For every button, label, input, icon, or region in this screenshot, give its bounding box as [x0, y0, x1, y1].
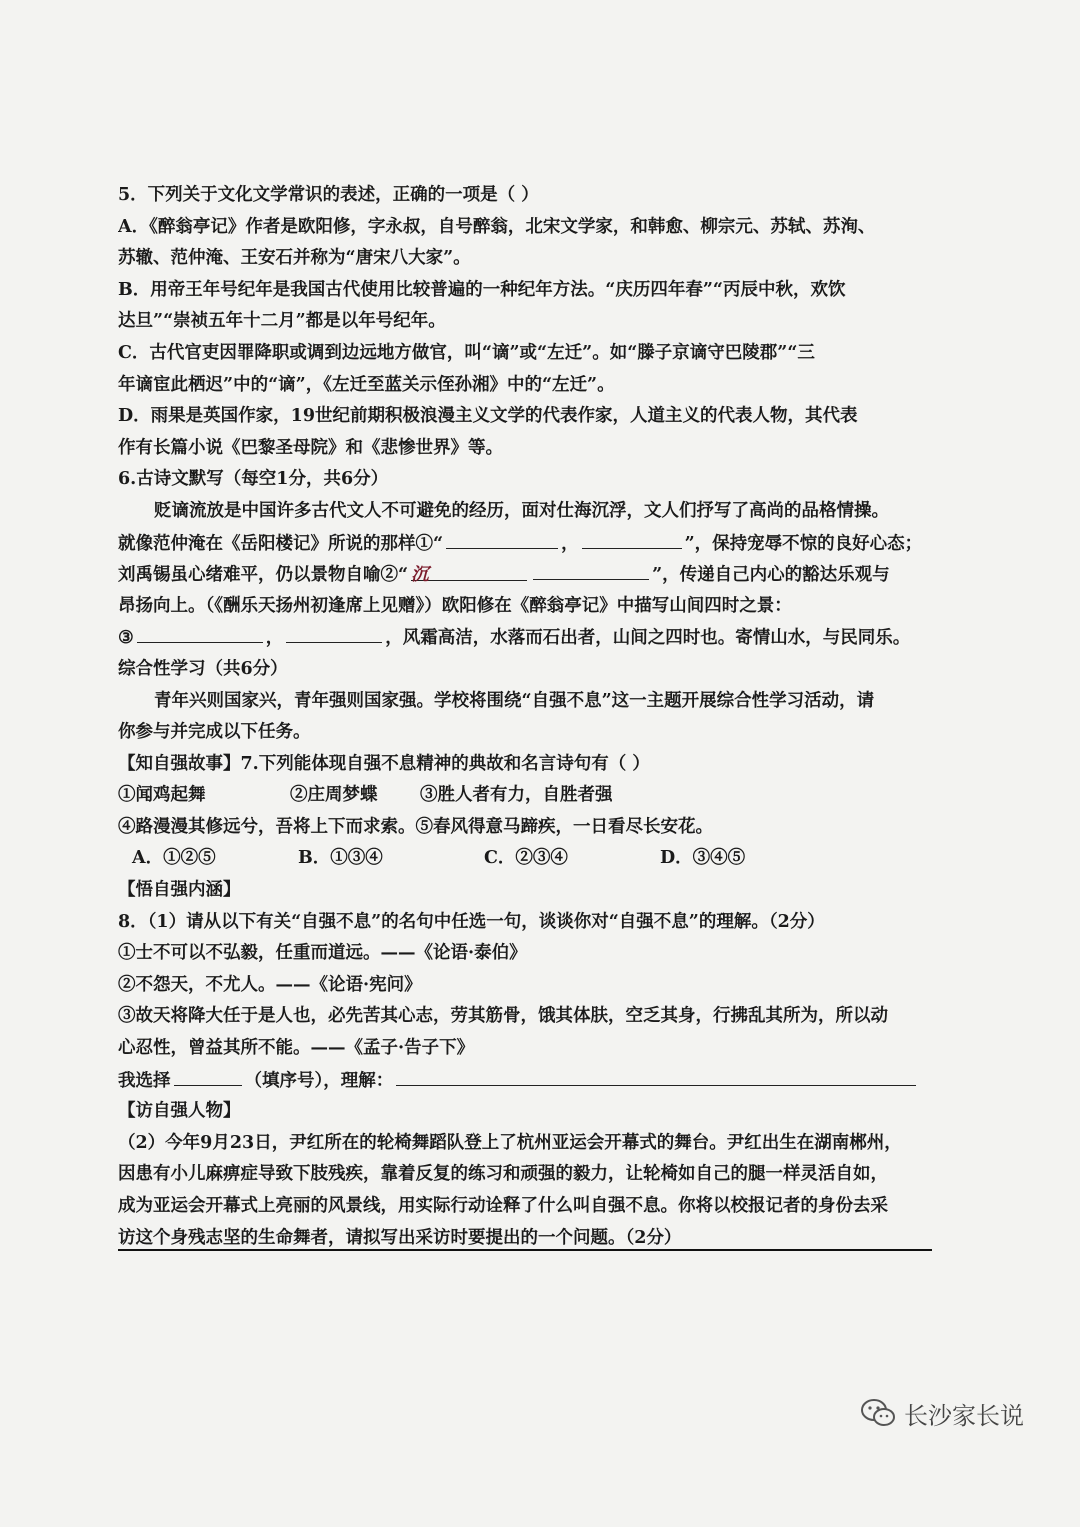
q5-option-c-line1: C．古代官吏因罪降职或调到边远地方做官，叫“谪”或“左迁”。如“滕子京谪守巴陵郡”“三 [118, 342, 815, 363]
q8-text: （填序号），理解： [244, 1070, 394, 1091]
q5-option-d-line2: 作有长篇小说《巴黎圣母院》和《悲惨世界》等。 [118, 437, 503, 458]
section-intro-line1: 青年兴则国家兴，青年强则国家强。学校将围绕“自强不息”这一主题开展综合性学习活动，请 [154, 690, 875, 711]
q6-paragraph-line2 [118, 528, 938, 560]
q6-title: 6.古诗文默写（每空1分，共6分） [118, 469, 389, 490]
q6-text: ，风霜高洁，水落而石出者，山间之四时也。寄情山水，与民同乐。 [385, 628, 911, 649]
q8-paragraph-line1: （2）今年9月23日，尹红所在的轮椅舞蹈队登上了杭州亚运会开幕式的舞台。尹红出生在湖南郴州， [118, 1132, 902, 1153]
q7-item: ③胜人者有力，自胜者强 [420, 785, 613, 806]
q7-choice-b[interactable]: B．①③④ [298, 848, 383, 869]
q8-paragraph-line3: 成为亚运会开幕式上亮丽的风景线，用实际行动诠释了什么叫自强不息。你将以校报记者的身份去采 [118, 1196, 888, 1216]
q5-option-d-line1: D．雨果是英国作家，19世纪前期积极浪漫主义文学的代表作家，人道主义的代表人物，其代表 [118, 406, 858, 427]
blank-2b[interactable] [533, 559, 649, 580]
q8-head: 【悟自强内涵】 [118, 880, 241, 901]
section-intro-line2: 你参与并完成以下任务。 [118, 722, 311, 743]
section-title-comprehensive: 综合性学习（共6分） [118, 658, 288, 679]
choice-blank[interactable] [174, 1065, 242, 1086]
q7-choice-c[interactable]: C．②③④ [484, 848, 568, 869]
q6-text: 刘禹锡虽心绪难平，仍以景物自喻②“ [118, 565, 409, 586]
q6-text: ”，保持宠辱不惊的良好心态； [684, 533, 923, 554]
blank-3a[interactable] [137, 622, 263, 643]
q6-paragraph-line1: 贬谪流放是中国许多古代文人不可避免的经历，面对仕海沉浮，文人们抒写了高尚的品格情操。 [154, 500, 889, 521]
q8-head2: 【访自强人物】 [118, 1101, 241, 1122]
q7-items-row2: ④路漫漫其修远兮，吾将上下而求索。⑤春风得意马蹄疾，一日看尽长安花。 [118, 816, 713, 837]
q5-option-a-line2: 苏辙、范仲淹、王安石并称为“唐宋八大家”。 [118, 248, 471, 269]
q6-text: ， [265, 628, 284, 649]
blank-1a[interactable] [446, 528, 558, 549]
understanding-blank[interactable] [396, 1065, 916, 1086]
q5-stem: 5．下列关于文化文学常识的表述，正确的一项是（ ） [118, 185, 539, 205]
q8-paragraph-line2: 因患有小儿麻痹症导致下肢残疾，靠着反复的练习和顽强的毅力，让轮椅如自己的腿一样灵活自如， [118, 1164, 888, 1185]
q5-option-c-line2: 年谪宦此栖迟”中的“谪”，《左迁至蓝关示侄孙湘》中的“左迁”。 [118, 374, 615, 395]
q8-sentence-3-line1: ③故天将降大任于是人也，必先苦其心志，劳其筋骨，饿其体肤，空乏其身，行拂乱其所为，所以动 [118, 1006, 888, 1027]
blank-3b[interactable] [286, 622, 382, 643]
q7-choice-d[interactable]: D．③④⑤ [660, 848, 746, 869]
q8-sentence-2: ②不怨天，不尤人。——《论语·宪问》 [118, 974, 422, 995]
q6-paragraph-line4: 昂扬向上。（《酬乐天扬州初逢席上见赠》）欧阳修在《醉翁亭记》中描写山间四时之景： [118, 595, 792, 616]
q5-option-b-line2: 达旦”“崇祯五年十二月”都是以年号纪年。 [118, 311, 446, 332]
wechat-icon [860, 1398, 896, 1428]
watermark-text: 长沙家长说 [904, 1401, 1024, 1430]
q6-paragraph-line5 [118, 622, 938, 654]
q6-text: ， [561, 533, 579, 554]
answer-line[interactable] [118, 1249, 932, 1251]
q8-paragraph-line4: 访这个身残志坚的生命舞者，请拟写出采访时要提出的一个问题。（2分） [118, 1227, 682, 1248]
q8-answer-row [118, 1065, 938, 1097]
q7-choice-a[interactable]: A．①②⑤ [132, 848, 216, 869]
exam-content [118, 180, 938, 1254]
q7-items-row1 [118, 780, 938, 812]
q7-stem: 【知自强故事】7.下列能体现自强不息精神的典故和名言诗句有（ ） [118, 753, 650, 774]
handwriting-mark: 沉 [411, 565, 429, 586]
watermark [860, 1393, 1024, 1433]
q8-sentence-1: ①士不可以不弘毅，任重而道远。——《论语·泰伯》 [118, 943, 527, 964]
blank-1b[interactable] [582, 528, 682, 549]
blank-2a[interactable] [411, 560, 527, 586]
q7-item: ①闻鸡起舞 [118, 785, 206, 806]
q6-text: 就像范仲淹在《岳阳楼记》所说的那样①“ [118, 533, 444, 554]
q7-item: ②庄周梦蝶 [290, 785, 378, 806]
q5-option-b-line1: B．用帝王年号纪年是我国古代使用比较普遍的一种纪年方法。“庆历四年春”“丙辰中秋，欢饮 [118, 279, 846, 300]
q6-text: ”，传递自己内心的豁达乐观与 [652, 565, 890, 586]
q8-sentence-3-line2: 心忍性，曾益其所不能。——《孟子·告子下》 [118, 1038, 475, 1059]
q5-option-a-line1: A．《醉翁亭记》作者是欧阳修，字永叔，自号醉翁，北宋文学家，和韩愈、柳宗元、苏轼、苏洵、 [118, 216, 876, 237]
q7-choices [118, 843, 938, 875]
q8-text: 我选择 [118, 1070, 171, 1091]
q6-paragraph-line3 [118, 559, 938, 591]
q6-text: ③ [118, 628, 134, 649]
q8-stem: 8．（1）请从以下有关“自强不息”的名句中任选一句，谈谈你对“自强不息”的理解。（2分） [118, 911, 825, 932]
